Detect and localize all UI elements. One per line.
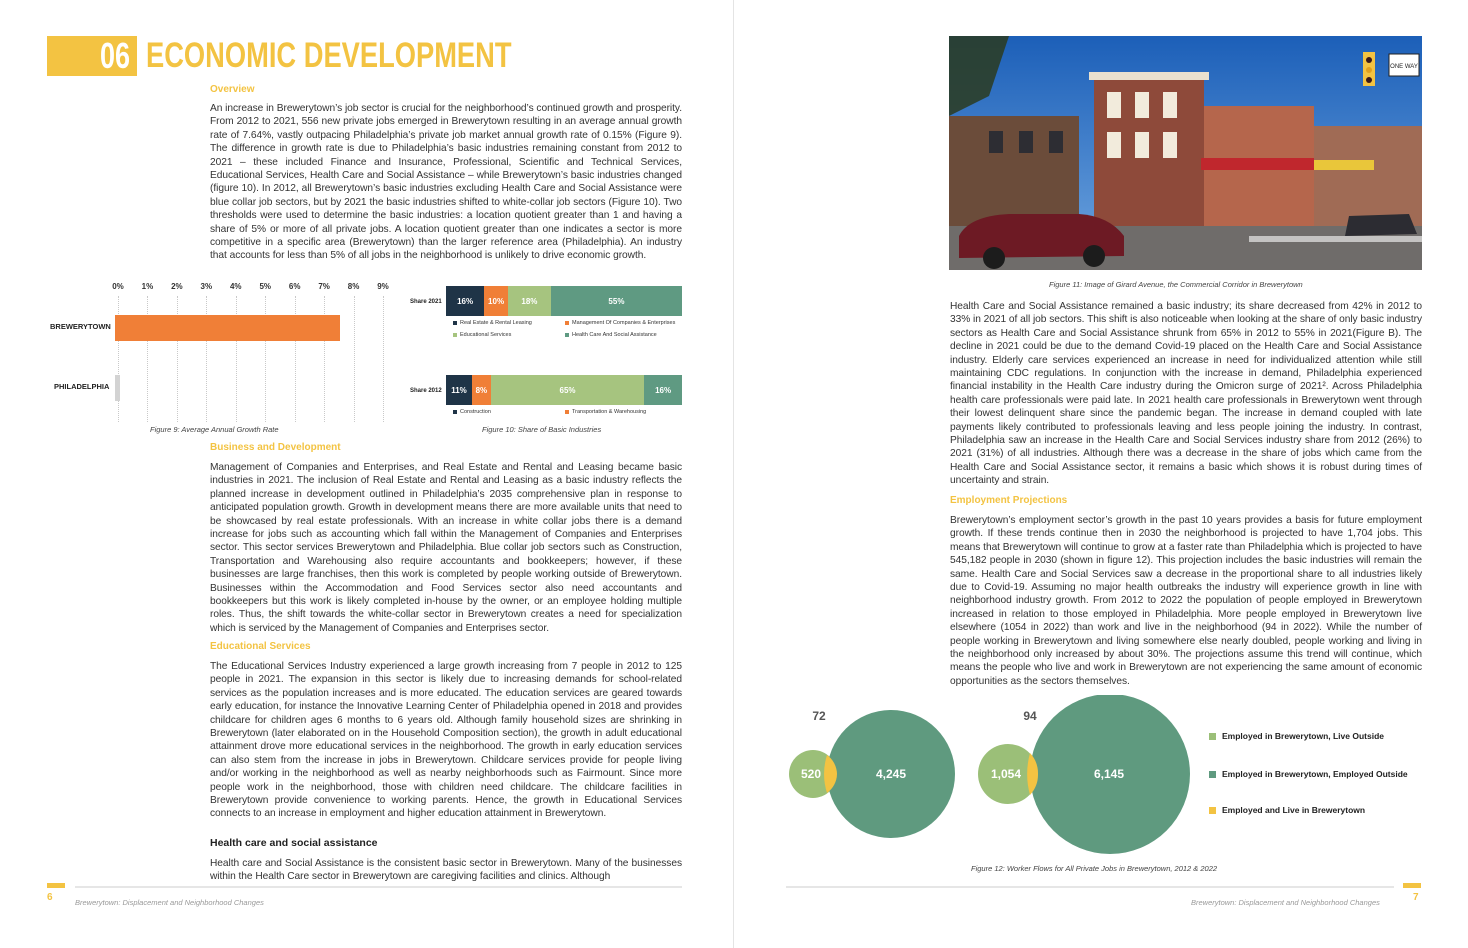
business-paragraph: Management of Companies and Enterprises, and Real Estate and Rental and Leasing became basic industries in 2021. The inclusion of Real Estate and Rental and Leasing as a basic industry reflects the planned increase in development outlined in Philadelphia’s 2035 comprehensive plan in response to anticipated population growth. Growth in development means there are more available units that need to be showcased by real estate professionals. With an increase in white collar jobs there is a demand increase for jobs such as accounting which fall within the Management of Companies and Enterprises sector. This sector services Brewerytown and Philadelphia. Blue collar job sectors such as Construction, Transportation and Warehousing also require accountants and bookkeepers; however, if these businesses are large franchises, then this work is completed by people working outside of Brewerytown. Businesses within the Accommodation and Food Services sector also need accountants and bookkeepers but this work is likely completed in-house by the owner, or an employee holding multiple roles. Thus, the shift towards the white-collar sector in Brewerytown creates a need for specialization which is serviced by the Management of Companies and Enterprises sector.: [210, 462, 682, 634]
axis-tick-label: 1%: [141, 282, 154, 291]
figure-12-caption: Figure 12: Worker Flows for All Private Jobs in Brewerytown, 2012 & 2022: [971, 864, 1218, 873]
signal-lamp: [1366, 67, 1372, 73]
stacked-segment: 65%: [491, 375, 644, 405]
axis-tick-label: 5%: [259, 282, 271, 291]
legend-educational: [453, 332, 511, 338]
page-number: 7: [1413, 892, 1419, 903]
axis-tick-label: 0%: [112, 282, 124, 291]
venn-2022-live-outside-value: 1,054: [990, 767, 1022, 781]
legend-swatch: [1209, 733, 1216, 740]
legend-swatch: [565, 321, 569, 325]
legend-swatch: [1209, 807, 1216, 814]
page-number: 6: [47, 892, 53, 903]
education-paragraph: The Educational Services Industry experienced a large growth increasing from 7 people in 2012 to 125 people in 2021. The expansion in this sector is likely due to increasing demands for school-related services as the population increases and is more educated. The education services are geared towards early education, for instance the Innovative Learning Center of Philadelphia opened in 2018 and provides childcare for children ages 6 months to 6 years old. Although family household sizes are shrinking in Brewerytown (later elaborated on in the Household Composition section), the growth in adult educational attainment drove more educational services in the neighborhood. The growth in early education services can also stem from the increase in jobs in Brewerytown. Childcare services provide for people living and/or working in the neighborhood as well as nearby neighborhoods such as Fairmount. Since more people work in the neighborhood, those with children need childcare. The childcare facilities in Brewerytown provide convenience to working parents. Hence, the growth in Educational Services connects to an increase in employment and higher education attainment in Brewerytown.: [210, 661, 682, 820]
signal-lamp: [1366, 77, 1372, 83]
bar-label-philadelphia: PHILADELPHIA: [54, 382, 110, 391]
legend-label: Employed and Live in Brewerytown: [1222, 805, 1366, 815]
overview-paragraph: An increase in Brewerytown’s job sector is crucial for the neighborhood’s continued growth and prosperity. From 2012 to 2021, 556 new private jobs emerged in Brewerytown resulting in an average annual growth rate of 7.64%, vastly outpacing Philadelphia’s private job market annual growth rate of 0.15% (Figure 9). The difference in growth rate is due to Philadelphia’s basic industries remaining constant from 2012 to 2021 – these included Finance and Insurance, Professional, Scientific and Technical Services, Educational Services, Health Care and Social Assistance – while Brewerytown’s basic industries changed (figure 10). In 2012, all Brewerytown’s basic industries excluding Health Care and Social Assistance were blue collar job sectors, but by 2021 the basic industries shifted to white-collar job sectors (Figure 10). Two thresholds were used to determine the basic industries: a location quotient greater than 1 and having a share of 5% or more of all private jobs. A location quotient greater than one indicates a sector is more competitive in a specific area (Brewerytown) than the larger reference area (Philadelphia). An industry that accounts for less than 5% of all jobs in the neighborhood is unlikely to drive economic growth.: [210, 103, 682, 262]
stacked-segment: 8%: [472, 375, 491, 405]
window: [1135, 92, 1149, 118]
car-wheel: [1083, 245, 1105, 267]
venn-2012-live-outside-value: 520: [800, 767, 822, 781]
education-heading: Educational Services: [210, 641, 311, 652]
venn-2022-overlap-value: 94: [1023, 709, 1037, 723]
chapter-title: ECONOMIC DEVELOPMENT: [146, 36, 512, 75]
window: [1049, 131, 1063, 153]
stacked-segment: 16%: [446, 286, 484, 316]
legend-swatch: [565, 333, 569, 337]
stacked-segment: 11%: [446, 375, 472, 405]
row-label-2012: Share 2012: [410, 388, 442, 394]
legend-label: Employed in Brewerytown, Live Outside: [1222, 731, 1385, 741]
car-wheel: [983, 247, 1005, 269]
stacked-bar-2021: [446, 286, 682, 316]
venn-2022-employed-outside-value: 6,145: [1093, 767, 1125, 781]
axis-tick-label: 9%: [377, 282, 389, 291]
figure-9-growth-chart: [40, 282, 400, 432]
axis-tick-label: 3%: [200, 282, 213, 291]
venn-2012-employed-outside-value: 4,245: [875, 767, 907, 781]
legend-swatch: [453, 410, 457, 414]
window: [1163, 92, 1177, 118]
footer-tab: [47, 883, 65, 888]
legend-label: Educational Services: [460, 332, 512, 338]
signal-lamp: [1366, 57, 1372, 63]
window: [1135, 132, 1149, 158]
one-way-sign-text: ONE WAY: [1390, 64, 1418, 70]
legend-label: Employed in Brewerytown, Employed Outside: [1222, 769, 1408, 779]
legend-label: Transportation & Warehousing: [572, 409, 647, 415]
business-heading: Business and Development: [210, 442, 341, 453]
stacked-segment: 55%: [551, 286, 682, 316]
axis-tick-label: 4%: [229, 282, 242, 291]
legend-swatch: [565, 410, 569, 414]
health-paragraph: Health care and Social Assistance is the consistent basic sector in Brewerytown. Many of the businesses within the Health Care sector in Brewerytown are caregiving facilities and clinics. Although: [210, 858, 682, 883]
axis-tick-label: 8%: [347, 282, 360, 291]
building-right: [1314, 126, 1422, 226]
window: [1019, 131, 1033, 153]
overview-heading: Overview: [210, 84, 255, 95]
window: [1107, 92, 1121, 118]
legend-swatch: [453, 321, 457, 325]
right-page: [734, 0, 1468, 948]
gridline: [383, 296, 384, 422]
footer-text: Brewerytown: Displacement and Neighborhood Changes: [1191, 898, 1380, 907]
cornice: [1089, 72, 1209, 80]
bar-philadelphia: [115, 375, 120, 401]
crosswalk: [1249, 236, 1422, 242]
legend-swatch: [453, 333, 457, 337]
projections-heading: Employment Projections: [950, 495, 1068, 506]
legend-label: Health Care And Social Assistance: [572, 332, 657, 338]
projections-paragraph: Brewerytown’s employment sector’s growth in the past 10 years provides a basis for future employment growth. If these trends continue then in 2030 the neighborhood is projected to have 1,704 jobs. This means that Brewerytown will continue to grow at a faster rate than Philadelphia which is projected to have 545,182 people in 2030 (shown in figure 12). This projection includes the basic industries will remain the same. Health Care and Social Services saw a decrease in the proportional share to all industries likely due to Covid-19. Assuming no major health outbreaks the industry will experience growth in line with neighborhood industry growth. From 2012 to 2022 the population of people employed in Brewerytown increased in relation to those employed in Philadelphia. More people employed in Brewerytown live elsewhere (1054 in 2022) than work and live in the neighborhood (94 in 2022). While the number of people working in Brewerytown and living somewhere else nearly doubled, people working and living in the neighborhood only increased by about 30%. The projections assume this trend will continue, which means the people who live and work in Brewerytown are not experiencing the same amount of economic opportunities as the sectors themselves.: [950, 515, 1422, 687]
legend-health-care: [565, 332, 657, 338]
legend-live-outside: [1209, 731, 1384, 741]
street-photo-illustration: [949, 36, 1422, 270]
stacked-bar-2012: [446, 375, 682, 405]
storefront-sign: [1314, 160, 1374, 170]
row-label-2021: Share 2021: [410, 299, 442, 305]
gridline: [354, 296, 355, 422]
figure-12-worker-flows: [784, 695, 1424, 865]
stacked-segment: 10%: [484, 286, 508, 316]
window: [1107, 132, 1121, 158]
legend-employed-outside: [1209, 769, 1408, 779]
health-continued-paragraph: Health Care and Social Assistance remained a basic industry; its share decreased from 42% in 2012 to 33% in 2021 of all job sectors. This shift is also noticeable when looking at the share of only basic industry sectors as Health Care and Social Assistance shrunk from 65% in 2012 to 55% in 2021(Figure B). The decline in 2021 could be due to the demand Covid-19 placed on the Health Care and Social Assistance industry. Elderly care services experienced an increase in need for individualized attention while still maintaining CDC regulations. In conjunction with the increase in demand, Philadelphia experienced financial instability in the Health Care industry during the Omicron surge of 2021². Across Philadelphia health care professionals were paid late. In 2021 health care professionals in Brewerytown went through their lowest delinquent share since the pandemic began. The increase in demand coupled with late payments likely contributed to professionals leaving and less people joining the industry. In contrast, Philadelphia saw an increase in the Health Care and Social Services industry share from 2012 (26%) to 2021 (31%) of all industries. Although there was a decrease in the share of jobs which came from the Health Care and Social Assistance sector, it remains a basic which shows it is robust during times of uncertainty and strain.: [950, 301, 1422, 487]
storefront-sign: [1201, 158, 1321, 170]
footer-rule: [786, 886, 1394, 888]
stacked-segment: 18%: [508, 286, 551, 316]
bar-brewerytown: [115, 315, 340, 341]
legend-real-estate: [453, 320, 532, 326]
dark-car: [1345, 214, 1417, 236]
legend-label: Management Of Companies & Enterprises: [572, 320, 676, 326]
footer-text: Brewerytown: Displacement and Neighborhood Changes: [75, 898, 264, 907]
chapter-number: 06: [100, 35, 131, 76]
figure-10-basic-industries-chart: [405, 284, 685, 434]
legend-management: [565, 320, 675, 326]
legend-swatch: [1209, 771, 1216, 778]
window: [1163, 132, 1177, 158]
legend-label: Construction: [460, 409, 491, 415]
stacked-segment: 16%: [644, 375, 682, 405]
footer-rule: [75, 886, 682, 888]
footer-tab: [1403, 883, 1421, 888]
axis-tick-label: 6%: [288, 282, 301, 291]
venn-2012-overlap-value: 72: [812, 709, 826, 723]
legend-live-and-work: [1209, 805, 1365, 815]
axis-tick-label: 2%: [171, 282, 183, 291]
legend-transportation: [565, 409, 646, 415]
window: [989, 131, 1003, 153]
figure-9-caption: Figure 9: Average Annual Growth Rate: [150, 425, 279, 434]
bar-label-brewerytown: BREWERYTOWN: [50, 322, 111, 331]
figure-11-caption: Figure 11: Image of Girard Avenue, the Commercial Corridor in Brewerytown: [1049, 280, 1303, 289]
legend-label: Real Estate & Rental Leasing: [460, 320, 532, 326]
photo-girard-avenue: [949, 36, 1422, 270]
legend-construction: [453, 409, 491, 415]
axis-tick-label: 7%: [318, 282, 330, 291]
health-heading: Health care and social assistance: [210, 837, 378, 849]
figure-10-caption: Figure 10: Share of Basic Industries: [482, 425, 602, 434]
